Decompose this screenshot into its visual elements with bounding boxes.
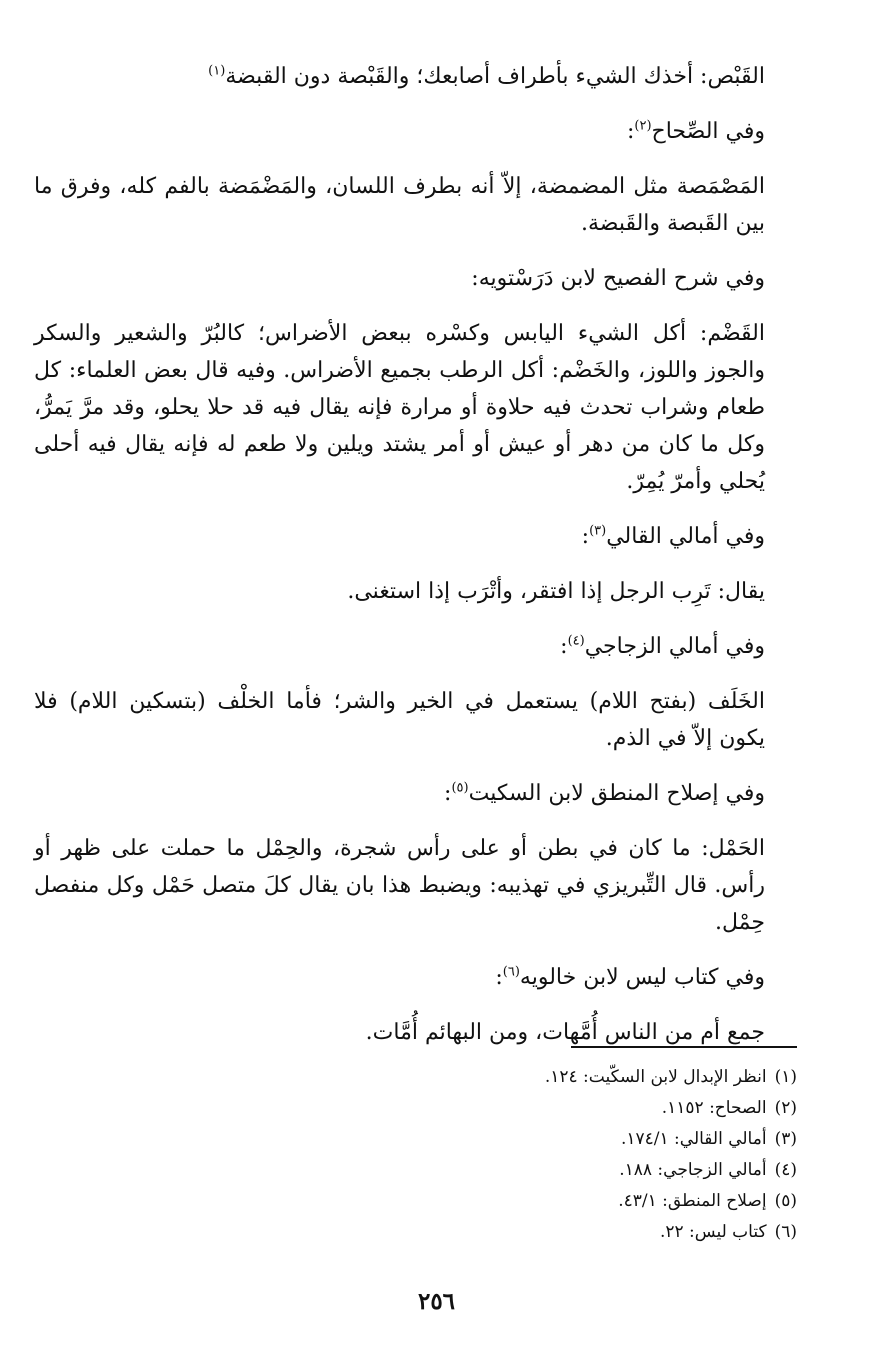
- main-text: [34, 58, 811, 1069]
- footnote-2: (٢)الصحاح: ١١٥٢.: [661, 1098, 797, 1118]
- paragraph-5: القَضْم: أكل الشيء اليابس وكسْره ببعض الأضراس؛ كالبُرّ والشعير والسكر والجوز واللوز، والخَضْم: أكل الرطب بجميع الأضراس. وفيه قال بعض العلماء: كل طعام وشراب تحدث فيه حلاوة أو مرارة فإنه يقال فيه قد حلا يحلو، وقد مرَّ يَمرُّ، وكل ما كان من دهر أو عيش أو أمر يشتد ويلين ولا طعم له فإنه يقال فيه أحلى يُحلي وأمرّ يُمِرّ.: [34, 321, 765, 494]
- footnote-ref-3[interactable]: (٣): [589, 523, 607, 539]
- paragraph-3: المَصْمَصة مثل المضمضة، إلاّ أنه بطرف اللسان، والمَضْمَضة بالفم كله، وفرق ما بين القَبصة والقَبضة.: [34, 174, 765, 236]
- footnote-6: (٦)كتاب ليس: ٢٢.: [659, 1222, 797, 1242]
- footnotes: [297, 1062, 797, 1248]
- paragraph-9: الخَلَف (بفتح اللام) يستعمل في الخير والشر؛ فأما الخلْف (بتسكين اللام) فلا يكون إلاّ في الذم.: [34, 689, 765, 751]
- paragraph-7: يقال: تَرِب الرجل إذا افتقر، وأتْرَب إذا استغنى.: [347, 579, 765, 604]
- footnote-ref-4[interactable]: (٤): [567, 633, 585, 649]
- paragraph-6: وفي أمالي القالي$^{(٣)}$:: [581, 523, 765, 549]
- footnote-5: (٥)إصلاح المنطق: ٤٣/١.: [618, 1191, 797, 1211]
- footnote-ref-2[interactable]: (٢): [634, 118, 652, 134]
- paragraph-12: وفي كتاب ليس لابن خالويه$^{(٦)}$:: [495, 964, 765, 990]
- paragraph-2: وفي الصِّحاح$^{(٢)}$:: [626, 118, 765, 144]
- footnote-ref-1[interactable]: (١): [208, 63, 226, 79]
- footnote-ref-6[interactable]: (٦): [502, 964, 520, 980]
- paragraph-4: وفي شرح الفصيح لابن دَرَسْتويه:: [471, 266, 765, 291]
- footnote-3: (٣)أمالي القالي: ١٧٤/١.: [620, 1129, 797, 1149]
- footnote-divider: [571, 1046, 797, 1048]
- paragraph-13: جمع أم من الناس أُمَّهات، ومن البهائم أُمَّات.: [365, 1020, 765, 1045]
- footnote-4: (٤)أمالي الزجاجي: ١٨٨.: [619, 1160, 797, 1180]
- page-number: ٢٥٦: [417, 1288, 456, 1315]
- paragraph-8: وفي أمالي الزجاجي$^{(٤)}$:: [560, 633, 765, 659]
- paragraph-11: الحَمْل: ما كان في بطن أو على رأس شجرة، والحِمْل ما حملت على ظهر أو رأس. قال التِّبريزي في تهذيبه: ويضبط هذا بان يقال كلَ متصل حَمْل وكل منفصل حِمْل.: [34, 836, 765, 935]
- footnote-1: (١)انظر الإبدال لابن السكّيت: ١٢٤.: [544, 1067, 797, 1087]
- paragraph-10: وفي إصلاح المنطق لابن السكيت$^{(٥)}$:: [444, 780, 765, 806]
- paragraph-1: القَبْص: أخذك الشيء بأطراف أصابعك؛ والقَبْصة دون القبضة$^{(١)}$: [208, 63, 765, 89]
- footnote-ref-5[interactable]: (٥): [451, 780, 469, 796]
